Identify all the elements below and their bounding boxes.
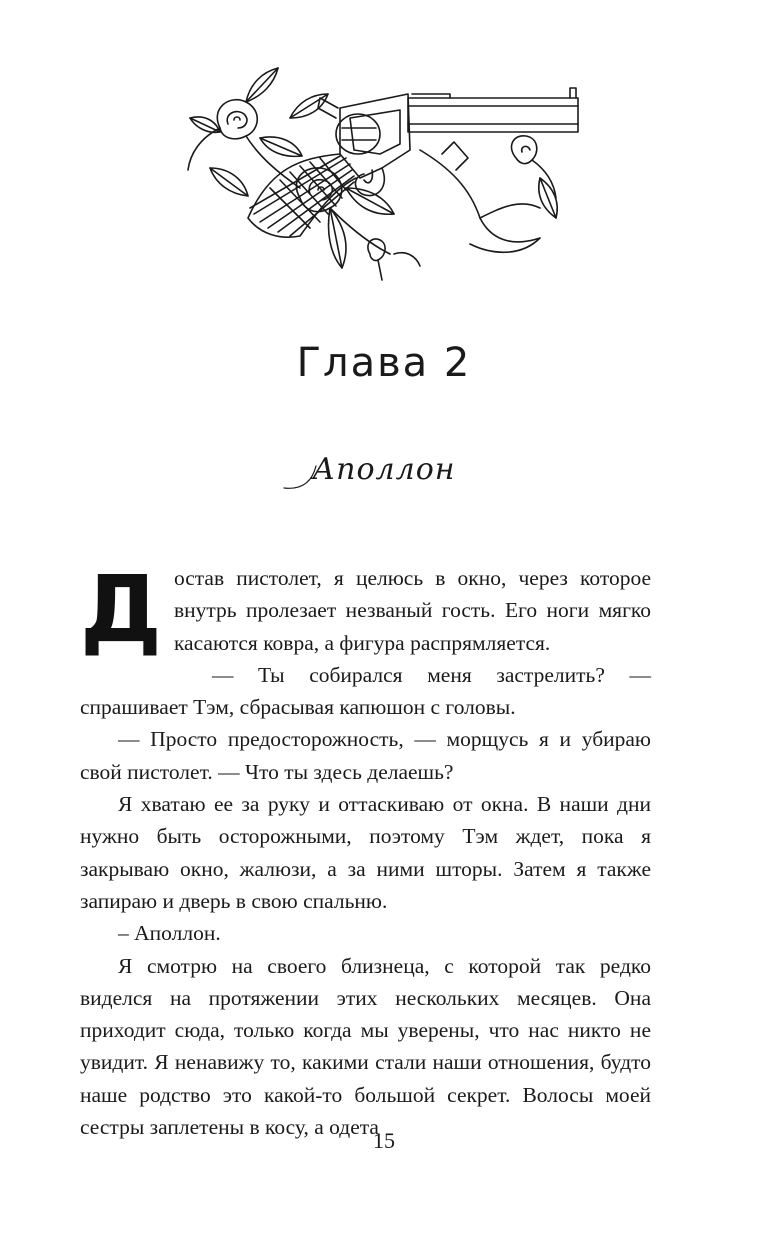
paragraph — [80, 556, 651, 663]
paragraph: – Аполлон. — [118, 921, 221, 946]
paragraph: Я хватаю ее за руку и оттаскиваю от окна. В наши дни нужно быть осторожными, поэтому Тэм ждет, пока я закрываю окно, жалюзи, а за ними шторы. Затем я также запираю и дверь в свою спальню. — [80, 792, 651, 913]
chapter-text — [80, 556, 651, 1143]
paragraph: Я смотрю на своего близнеца, с которой так редко виделся на протяжении этих нескольких месяцев. Она приходит сюда, только когда мы уверены, что нас никто не увидит. Я ненавижу то, какими стали наши отношения, будто наше родство это какой-то большой секрет. Волосы моей сестры заплетены в косу, а одета — [80, 953, 651, 1140]
pov-character-name: Аполлон — [312, 452, 456, 487]
paragraph: — Ты собирался меня застрелить? — спрашивает Тэм, сбрасывая капюшон с головы. — [80, 662, 651, 720]
page-number: 15 — [373, 1128, 395, 1153]
paragraph: — Просто предосторожность, — морщусь я и убираю свой пистолет. — Что ты здесь делаешь? — [80, 727, 651, 784]
drop-cap: Д — [80, 556, 162, 663]
chapter-title: Глава 2 — [296, 340, 472, 386]
paragraph-text: остав пистолет, я целюсь в окно, через которое внутрь пролезает незваный гость. Его ноги мягко касаются ковра, а фигура распрямляется. — [173, 566, 651, 655]
revolver-with-roses-icon — [150, 58, 590, 290]
